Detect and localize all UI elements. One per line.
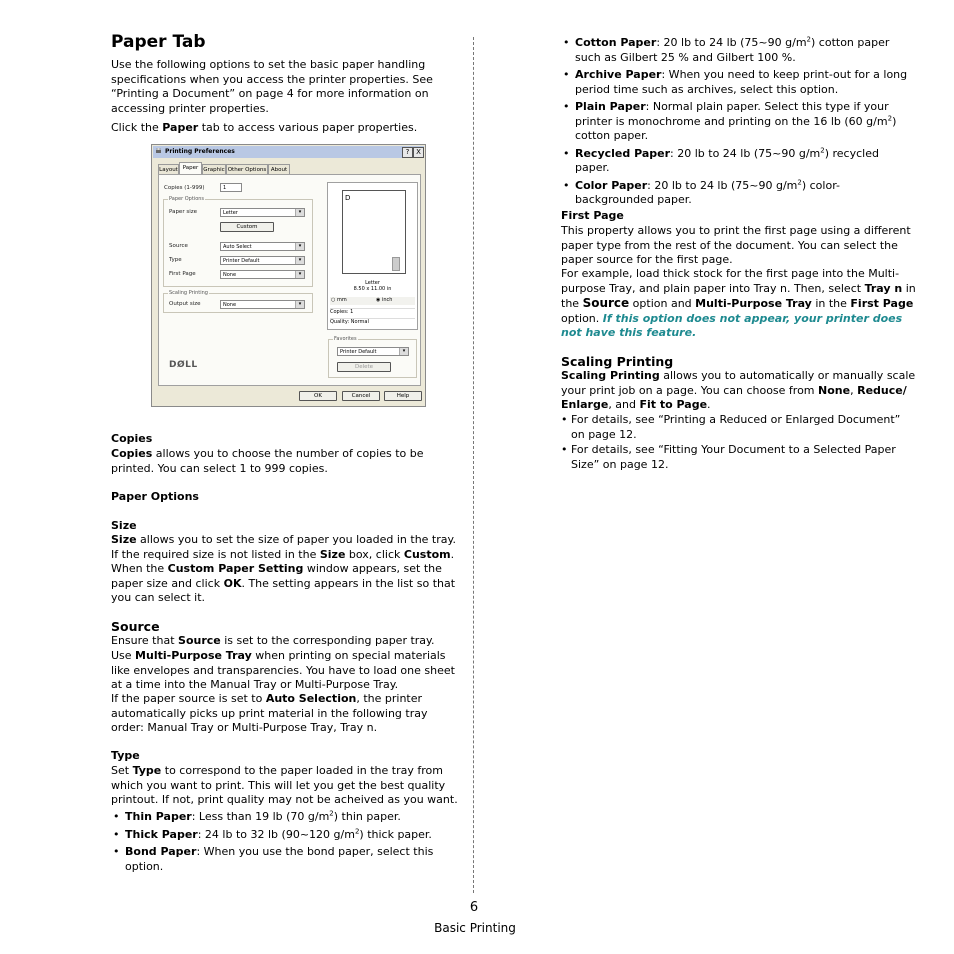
source-label: Source: [169, 243, 188, 249]
page-title: Paper Tab: [111, 32, 206, 52]
footer-section-title: Basic Printing: [434, 921, 516, 935]
chevron-down-icon: ▾: [295, 257, 304, 264]
copies-label: Copies (1-999): [164, 185, 205, 191]
column-divider: [473, 37, 474, 893]
type-select[interactable]: Printer Default ▾: [220, 256, 305, 265]
intro-paragraph: Use the following options to set the basic paper handling specifications when you access the printer properties. See “Printing a Document” on page 4 for more information on accessing printer properties.: [111, 58, 433, 115]
first-page-label: First Page: [169, 271, 196, 277]
size-heading: Size: [111, 519, 137, 532]
dialog-titlebar: Printing Preferences: [153, 146, 424, 158]
first-page-paragraph-2: For example, load thick stock for the first page into the Multi-purpose Tray, and plain paper into Tray n. Then, select Tray n in the Source option and Multi-Purpose Tray in the First Page option. If this option does not appear, your printer does not have this feature.: [561, 267, 916, 339]
first-page-heading: First Page: [561, 209, 624, 222]
list-item: • Recycled Paper: 20 lb to 24 lb (75~90 $g/m^2$) recycled paper.: [561, 147, 916, 176]
dialog-close-button[interactable]: X: [413, 147, 424, 158]
favorites-select[interactable]: Printer Default ▾: [337, 347, 409, 356]
list-item: • Thin Paper: Less than 19 lb (70 $g/m^2$) thin paper.: [111, 810, 463, 825]
quality-info: Quality: Normal: [330, 318, 415, 325]
paper-tab-panel: [158, 174, 421, 386]
tab-other-options[interactable]: Other Options: [226, 164, 268, 174]
scaling-paragraph: Scaling Printing allows you to automatically or manually scale your print job on a page. You can choose from None, Reduce/ Enlarge, and Fit to Page.: [561, 369, 916, 411]
tab-graphic[interactable]: Graphic: [202, 164, 226, 174]
source-heading: Source: [111, 619, 160, 634]
copies-spinner[interactable]: 1: [220, 183, 242, 192]
chevron-down-icon: ▾: [295, 243, 304, 250]
type-label: Type: [169, 257, 182, 263]
chevron-down-icon: ▾: [399, 348, 408, 355]
page-number: 6: [469, 900, 479, 915]
chevron-down-icon: ▾: [295, 209, 304, 216]
source-paragraph-1: Ensure that Source is set to the corresponding paper tray.: [111, 634, 435, 647]
copies-heading: Copies: [111, 432, 153, 445]
type-paragraph: Set Type to correspond to the paper loaded in the tray from which you want to print. This will let you get the best quality printout. If not, print quality may not be acheived as you want.: [111, 764, 458, 806]
preview-dimensions: 8.50 x 11.00 in: [353, 286, 392, 292]
unit-row: [330, 297, 415, 305]
list-item: • For details, see “Printing a Reduced or Enlarged Document” on page 12.: [561, 413, 916, 442]
type-heading: Type: [111, 749, 140, 762]
page-scrollbar[interactable]: [392, 257, 400, 271]
copies-info: Copies: 1: [330, 308, 415, 315]
chevron-down-icon: ▾: [295, 271, 304, 278]
dialog-help-title-button[interactable]: ?: [402, 147, 413, 158]
type-bullet-list: [111, 810, 463, 877]
cancel-button[interactable]: Cancel: [342, 391, 380, 401]
first-page-select[interactable]: None ▾: [220, 270, 305, 279]
ok-button[interactable]: OK: [299, 391, 337, 401]
source-select[interactable]: Auto Select ▾: [220, 242, 305, 251]
list-item: • Color Paper: 20 lb to 24 lb (75~90 $g/m^2$) color-backgrounded paper.: [561, 179, 916, 208]
list-item: • Bond Paper: When you use the bond paper, select this option.: [111, 845, 463, 874]
unit-inch-radio[interactable]: ◉ inch: [376, 297, 393, 303]
list-item: • Archive Paper: When you need to keep print-out for a long period time such as archives, select this option.: [561, 68, 916, 97]
preview-size-label: Letter: [365, 280, 380, 286]
page-orientation-glyph: D: [345, 194, 351, 202]
paper-options-group: [163, 196, 313, 287]
list-item: • Cotton Paper: 20 lb to 24 lb (75~90 $g/m^2$) cotton paper such as Gilbert 25 % and Gilbert 100 %.: [561, 36, 916, 65]
tab-paper[interactable]: Paper: [179, 162, 202, 175]
list-item: • Plain Paper: Normal plain paper. Select this type if your printer is monochrome and printing on the 16 lb (60 $g/m^2$) cotton paper.: [561, 100, 916, 144]
click-paper-paragraph: Click the Paper tab to access various paper properties.: [111, 121, 418, 134]
output-size-label: Output size: [169, 301, 201, 307]
favorites-group-label: Favorites: [334, 336, 357, 342]
output-size-select[interactable]: None ▾: [220, 300, 305, 309]
unit-mm-radio[interactable]: ○ mm: [331, 297, 347, 303]
paper-options-group-label: Paper Options: [169, 196, 205, 202]
source-paragraph-2: Use Multi-Purpose Tray when printing on special materials like envelopes and transparencies. You have to load one sheet at a time into the Manual Tray or Multi-Purpose Tray.: [111, 649, 455, 691]
scaling-printing-heading: Scaling Printing: [561, 354, 674, 369]
list-item: • For details, see “Fitting Your Document to a Selected Paper Size” on page 12.: [561, 443, 916, 472]
printing-preferences-dialog: [151, 144, 426, 407]
size-paragraph: Size allows you to set the size of paper you loaded in the tray. If the required size is not listed in the Size box, click Custom. When the Custom Paper Setting window appears, set the paper size and click OK. The setting appears in the list so that you can select it.: [111, 533, 456, 604]
source-paragraph-3: If the paper source is set to Auto Selection, the printer automatically picks up print material in the following tray order: Manual Tray or Multi-Purpose Tray, Tray n.: [111, 692, 428, 734]
chevron-down-icon: ▾: [295, 301, 304, 308]
scaling-bullet-list: [561, 413, 916, 473]
custom-button[interactable]: Custom: [220, 222, 274, 232]
paper-size-label: Paper size: [169, 209, 197, 215]
scaling-printing-group: [163, 290, 313, 313]
dell-logo: DØLL: [169, 360, 198, 370]
list-item: • Thick Paper: 24 lb to 32 lb (90~120 $g/m^2$) thick paper.: [111, 828, 463, 843]
paper-options-heading: Paper Options: [111, 490, 199, 503]
paper-type-bullet-list: [561, 36, 916, 211]
feature-note: If this option does not appear, your printer does not have this feature.: [561, 311, 903, 339]
paper-size-select[interactable]: Letter ▾: [220, 208, 305, 217]
delete-button[interactable]: Delete: [337, 362, 391, 372]
printer-icon: [155, 148, 162, 155]
tab-layout[interactable]: Layout: [158, 164, 179, 174]
scaling-group-label: Scaling Printing: [169, 290, 208, 296]
help-button[interactable]: Help: [384, 391, 422, 401]
first-page-paragraph-1: This property allows you to print the first page using a different paper type from the rest of the document. You can select the paper source for the first page.: [561, 224, 911, 266]
tab-about[interactable]: About: [268, 164, 290, 174]
copies-paragraph: Copies allows you to choose the number of copies to be printed. You can select 1 to 999 copies.: [111, 447, 424, 475]
favorites-group: [328, 336, 417, 378]
paper-preview: [327, 182, 418, 330]
